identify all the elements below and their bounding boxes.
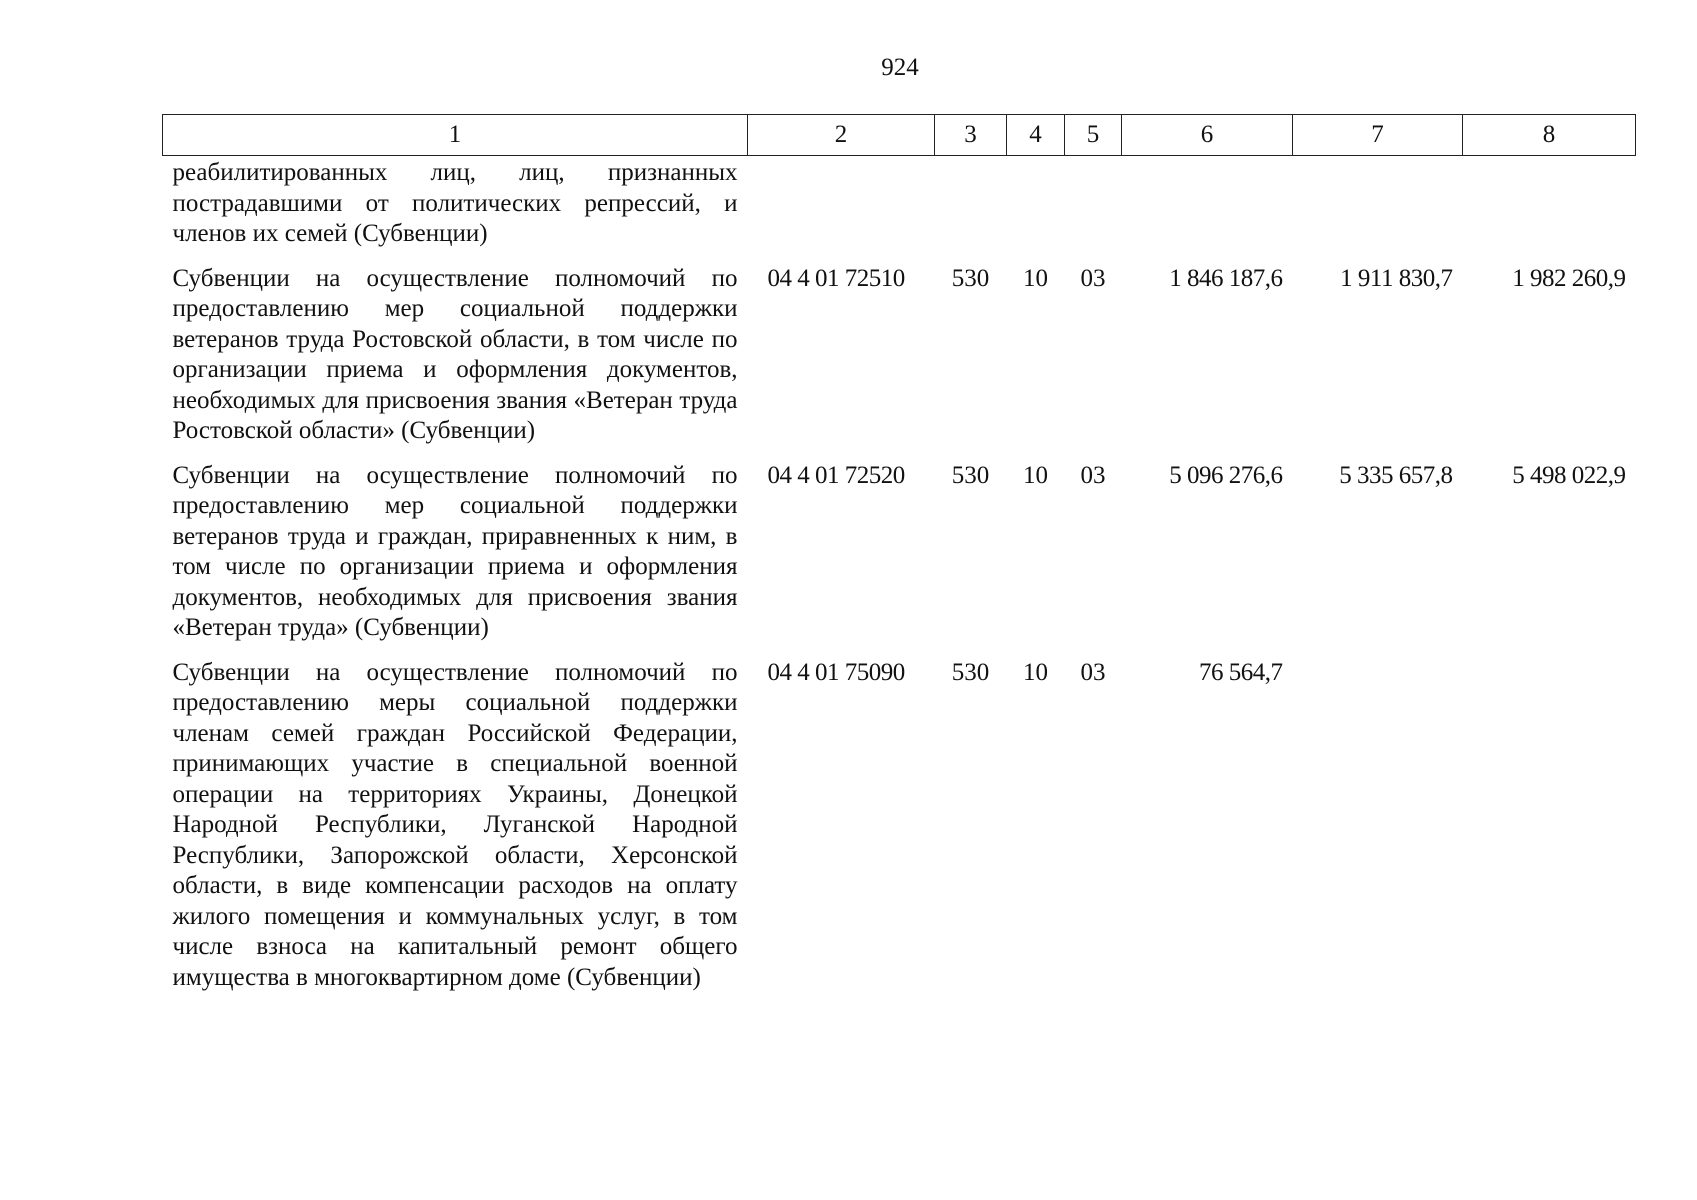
header-col-8: 8: [1463, 115, 1636, 156]
row-col-8: 5 498 022,9: [1512, 461, 1626, 489]
table-row: [163, 658, 1636, 1008]
table-row: [163, 264, 1636, 461]
row-col-8: 1 982 260,9: [1512, 264, 1626, 292]
header-col-4: 4: [1007, 115, 1065, 156]
table-header: [163, 115, 1636, 156]
row-col-4: 10: [1023, 658, 1048, 686]
row-col-3: 530: [951, 658, 990, 686]
row-col-3: 530: [951, 461, 990, 489]
row-col-7: [1293, 658, 1463, 1008]
header-col-5: 5: [1065, 115, 1122, 156]
row-col-3: [935, 156, 1007, 264]
row-col-4: 10: [1023, 461, 1048, 489]
table-row: [163, 461, 1636, 658]
row-description: реабилитированных лиц, лиц, признанных пострадавшими от политических репрессий, и членов их семей (Субвенции): [172, 159, 738, 247]
row-col-6: [1122, 156, 1293, 264]
table-row: [163, 156, 1636, 264]
row-col-5: 03: [1080, 658, 1106, 686]
header-col-1: 1: [163, 115, 748, 156]
row-col-5: 03: [1080, 264, 1106, 292]
row-col-5: 03: [1080, 461, 1106, 489]
page-number: 924: [881, 54, 919, 81]
budget-table: [162, 114, 1636, 1007]
row-description: Субвенции на осуществление полномочий по предоставлению меры социальной поддержки членам семей граждан Российской Федерации, принимающих участие в специальной военной операции на территориях Украины, Донецкой Народной Республики, Луганской Народной Республики, Запорожской области, Херсонской области, в виде компенсации расходов на оплату жилого помещения и коммунальных услуг, в том числе взноса на капитальный ремонт общего имущества в многоквартирном доме (Субвенции): [172, 658, 738, 991]
row-description: Субвенции на осуществление полномочий по предоставлению мер социальной поддержки ветеранов труда Ростовской области, в том числе по организации приема и оформления документов, необходимых для присвоения звания «Ветеран труда Ростовской области» (Субвенции): [172, 264, 738, 444]
row-description: Субвенции на осуществление полномочий по предоставлению мер социальной поддержки ветеранов труда и граждан, приравненных к ним, в том числе по организации приема и оформления документов, необходимых для присвоения звания «Ветеран труда» (Субвенции): [172, 461, 738, 641]
row-col-4: [1007, 156, 1065, 264]
header-row: [163, 115, 1636, 156]
row-code: 04 4 01 75090: [767, 658, 905, 686]
header-col-6: 6: [1122, 115, 1293, 156]
row-col-8: [1463, 658, 1636, 1008]
row-col-5: [1065, 156, 1122, 264]
row-col-6: 76 564,7: [1199, 658, 1283, 686]
header-col-3: 3: [935, 115, 1007, 156]
row-col-6: 1 846 187,6: [1169, 264, 1283, 292]
row-col-4: 10: [1023, 264, 1048, 292]
row-col-7: 5 335 657,8: [1339, 461, 1453, 489]
row-col-3: 530: [951, 264, 990, 292]
header-col-2: 2: [748, 115, 935, 156]
row-code: [748, 156, 935, 264]
table-body: [163, 156, 1636, 1008]
row-code: 04 4 01 72520: [767, 461, 905, 489]
row-col-7: 1 911 830,7: [1340, 264, 1453, 292]
row-col-7: [1293, 156, 1463, 264]
row-col-8: [1463, 156, 1636, 264]
row-col-6: 5 096 276,6: [1169, 461, 1283, 489]
header-col-7: 7: [1293, 115, 1463, 156]
row-code: 04 4 01 72510: [767, 264, 905, 292]
